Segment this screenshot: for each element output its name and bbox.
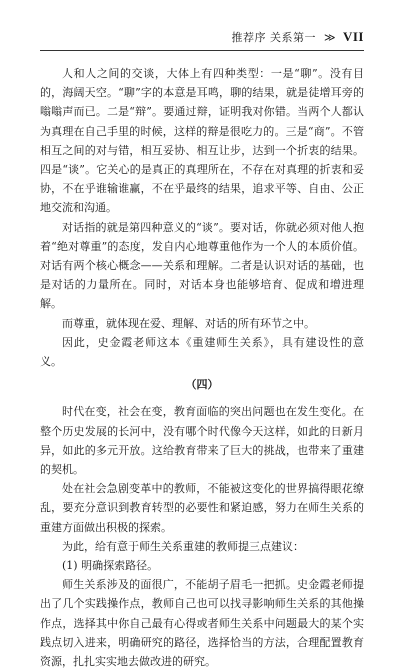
paragraph: 时代在变，社会在变，教育面临的突出问题也在发生变化。在整个历史发展的长河中，没有哪个时代像今天这样，如此的日新月异，如此的多元开放。这给教育带来了巨大的挑战，也带来了重建的契机。 [40, 405, 364, 477]
paragraph: 为此，给有意于师生关系重建的教师提三点建议： [62, 539, 304, 553]
paragraph: 师生关系涉及的面很广，不能胡子眉毛一把抓。史金霞老师提出了几个实践操作点，教师自己也可以找寻影响师生关系的其他操作点，选择其中你自己最有心得或者师生关系中问题最大的某个实践点切入进来，明确研究的路径，选择恰当的方法，合理配置教育资源，扎扎实实地去做改进的研究。 [40, 578, 364, 669]
header-title: 推荐序 [231, 31, 266, 44]
section-marker: （四） [185, 378, 219, 392]
paragraph: 人和人之间的交谈，大体上有四种类型：一是“聊”。没有目的，海阔天空。“聊”字的本意是耳鸣，聊的结果，就是徒增耳旁的嗡嗡声而已。二是“辩”。要通过辩，证明我对你错。当两个人都认为真理在自己手里的时候，这样的辩是很吃力的。三是“商”。不管相互之间的对与错，相互妥协、相互让步，达到一个折衷的结果。四是“谈”。它关心的是真正的真理所在，不存在对真理的折衷和妥协，不在乎谁输谁赢，不在乎最终的结果，追求平等、自由、公正地交流和沟通。 [40, 67, 364, 215]
chevron-right-icon: ≫ [323, 30, 336, 44]
running-header [40, 26, 364, 48]
paragraph: (1) 明确探索路径。 [62, 559, 159, 573]
paragraph: 因此，史金霞老师这本《重建师生关系》，具有建设性的意义。 [40, 335, 364, 369]
page-body [40, 64, 364, 671]
paragraph: 对话指的就是第四种意义的“谈”。要对话，你就必须对他人抱着“绝对尊重”的态度，发自内心地尊重他作为一个人的本质价值。对话有两个核心概念——关系和理解。二者是认识对话的基础，也是对话的力量所在。同时，对话本身也能够培育、促成和增进理解。 [40, 220, 364, 311]
paragraph: 而尊重，就体现在爱、理解、对话的所有环节之中。 [62, 316, 315, 330]
page-number: VII [342, 29, 364, 44]
paragraph: 处在社会急剧变革中的教师，不能被这变化的世界搞得眼花缭乱，要充分意识到教育转型的必要性和紧迫感，努力在师生关系的重建方面做出积极的探索。 [40, 482, 364, 534]
header-divider [40, 50, 364, 51]
header-subtitle: 关系第一 [269, 31, 316, 44]
